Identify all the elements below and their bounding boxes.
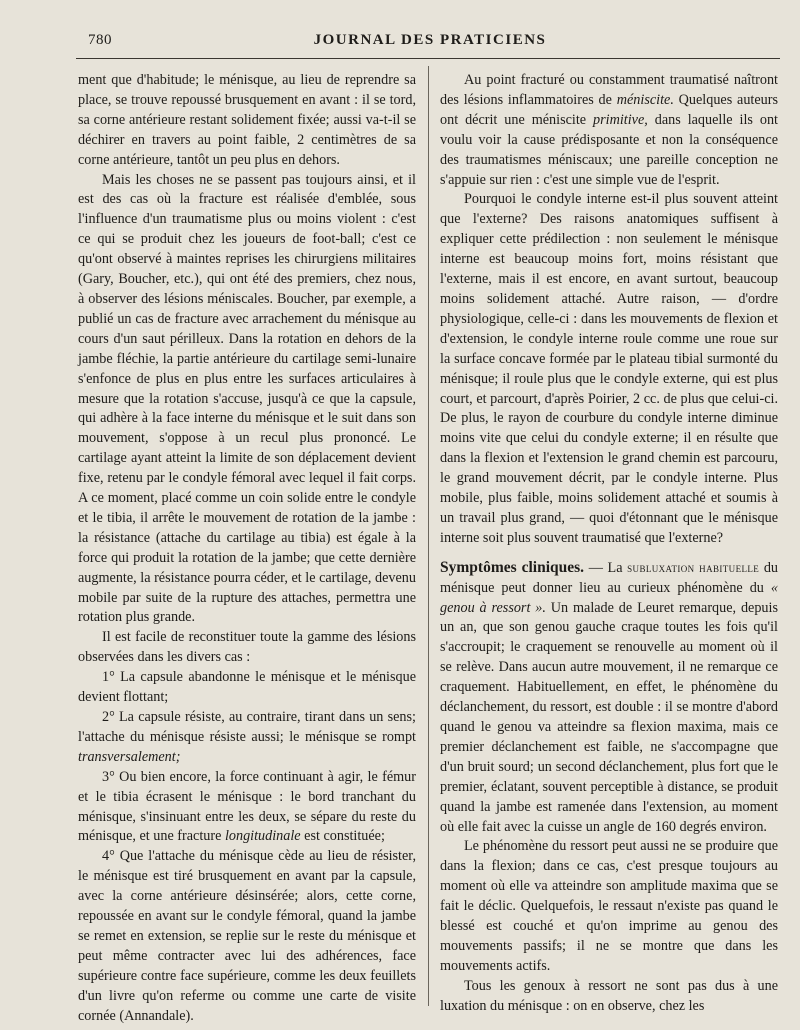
section-paragraph: Symptômes cliniques. — La subluxation habituelle du ménisque peut donner lieu au curieux phénomène du « genou à ressort ». Un malade de Leuret remarque, depuis un an, que son genou gauche craque toutes les fois qu'il s'accroupit; le craquement se renouvelle au moment où il se relève. Dans aucun autre mouvement, il ne remarque ce craquement. Habituellement, en effet, le phénomène du déclanchement, du ressort, est double : il se montre d'abord quand le genou va atteindre sa flexion maxima, mais ce premier déclanchement est faible, ne s'accompagne que d'un bruit sourd; un second déclanchement, plus fort que le premier, éclatant, souvent perceptible à distance, se produit quand la jambe est ramenée dans l'extension, au moment où elle fait avec la cuisse un angle de 160 degrés environ. [440, 558, 779, 835]
paragraph: Il est facile de reconstituer toute la gamme des lésions observées dans les divers cas : [78, 629, 416, 666]
paragraph: ment que d'habitude; le ménisque, au lieu de reprendre sa place, se trouve repoussé brusquement en avant : il se tord, sa corne antérieure restant solidement fixée; aussi va-t-il se déchirer en travers au point faible, 2 centimètres de sa corne antérieure, tantôt un peu plus en dehors. [78, 72, 416, 168]
section-heading: Symptômes cliniques. [440, 558, 585, 576]
header-rule [76, 58, 780, 59]
running-head [80, 32, 780, 54]
paragraph: Mais les choses ne se passent pas toujours ainsi, et il est des cas où la fracture est réalisée d'emblée, sous l'influence d'un traumatisme plus ou moins violent : c'est ce qui se produit chez les joueurs de foot-ball; c'est ce qu'ont observé à maintes reprises les chirurgiens militaires (Gary, Boucher, etc.), qui ont été des premiers, chez nous, à observer des lésions méniscales. Boucher, par exemple, a publié un cas de fracture avec arrachement du ménisque au cours d'un saut périlleux. Dans la rotation en dehors de la jambe fléchie, la partie antérieure du cartilage semi-lunaire s'enfonce de plus en plus entre les surfaces articulaires à mesure que la rotation s'accuse, jusqu'à ce que la capsule, qui adhère à la face interne du ménisque et le suit dans son mouvement, s'oppose à un recul plus prononcé. Le cartilage ayant atteint la limite de son déplacement devient fixe, retenu par le condyle fémoral avec lequel il fait corps. A ce moment, placé comme un coin solide entre le condyle et le tibia, il arrête le mouvement de rotation de la jambe : la résistance (attache du cartilage au tibia) est égale à la force qui produit la rotation de la jambe; que cette dernière augmente, la résistance pourra céder, et le cartilage, devenu mobile par suite de la rupture des attaches, permettra une rotation plus grande. [78, 171, 416, 626]
journal-title: JOURNAL DES PRATICIENS [313, 32, 547, 48]
paragraph: Le phénomène du ressort peut aussi ne se produire que dans la flexion; dans ce cas, c'est presque toujours au moment où elle va atteindre son amplitude maxima que se fait le déclic. Quelquefois, le ressaut n'existe pas quand le blessé est couché et qu'on imprime au genou des mouvements passifs; il ne se montre que dans les mouvements actifs. [440, 838, 778, 974]
lesion-list-item-2: 2° La capsule résiste, au contraire, tirant dans un sens; l'attache du ménisque résiste aussi; le ménisque se rompt transversalement; [78, 709, 416, 765]
page-number: 780 [88, 32, 112, 48]
column-divider [428, 66, 429, 1006]
lesion-list-item-3: 3° Ou bien encore, la force continuant à agir, le fémur et le tibia écrasent le ménisque : le bord tranchant du ménisque, s'insinuant entre les deux, se sépare du reste du ménisque, et une fracture longitudinale est constituée; [78, 768, 416, 845]
right-column [440, 71, 778, 1017]
paragraph: Pourquoi le condyle interne est-il plus souvent atteint que l'externe? Des raisons anatomiques suffisent à expliquer cette prédilection : non seulement le ménisque interne est beaucoup moins fort, moins résistant que l'externe, mais il est encore, en avant surtout, beaucoup moins solidement attaché. Autre raison, — d'ordre physiologique, celle-ci : dans les mouvements de flexion et d'extension, le condyle interne roule comme une roue sur la surface concave formée par le plateau tibial surmonté du ménisque; il roule plus que le condyle externe, qui est plus court, et parcourt, d'après Poirier, 2 cc. de plus que celui-ci. De plus, le rayon de courbure du condyle interne diminue moins vite que celui du condyle externe; il en résulte que dans la flexion et l'extension le grand chemin est parcouru, le grand mouvement décrit, par le condyle interne. Plus mobile, plus faible, moins solidement attaché et soumis à un travail plus grand, — quoi d'étonnant que le ménisque interne soit plus souvent traumatisé que l'externe? [440, 191, 778, 546]
lesion-list-item-1: 1° La capsule abandonne le ménisque et le ménisque devient flottant; [78, 669, 416, 706]
paragraph: Au point fracturé ou constamment traumatisé naîtront des lésions inflammatoires de méniscite. Quelques auteurs ont décrit une méniscite primitive, dans laquelle ils ont voulu voir la cause prédisposante et non la conséquence des traumatismes méniscaux; une pareille conception ne s'appuie sur rien : c'est une simple vue de l'esprit. [440, 72, 778, 188]
paragraph: Tous les genoux à ressort ne sont pas dus à une luxation du ménisque : on en observe, chez les [440, 977, 778, 1014]
left-column [78, 71, 416, 1027]
lesion-list-item-4: 4° Que l'attache du ménisque cède au lieu de résister, le ménisque est tiré brusquement en avant par la capsule, avec la corne antérieure désinsérée; alors, cette corne, repoussée en avant sur le condyle fémoral, quand la jambe se remet en extension, se replie sur le reste du ménisque et peut même contracter avec lui des adhérences, face supérieure contre face supérieure, comme les deux feuillets d'un livre qu'on referme ou comme une carte de visite cornée (Annandale). [78, 848, 416, 1024]
